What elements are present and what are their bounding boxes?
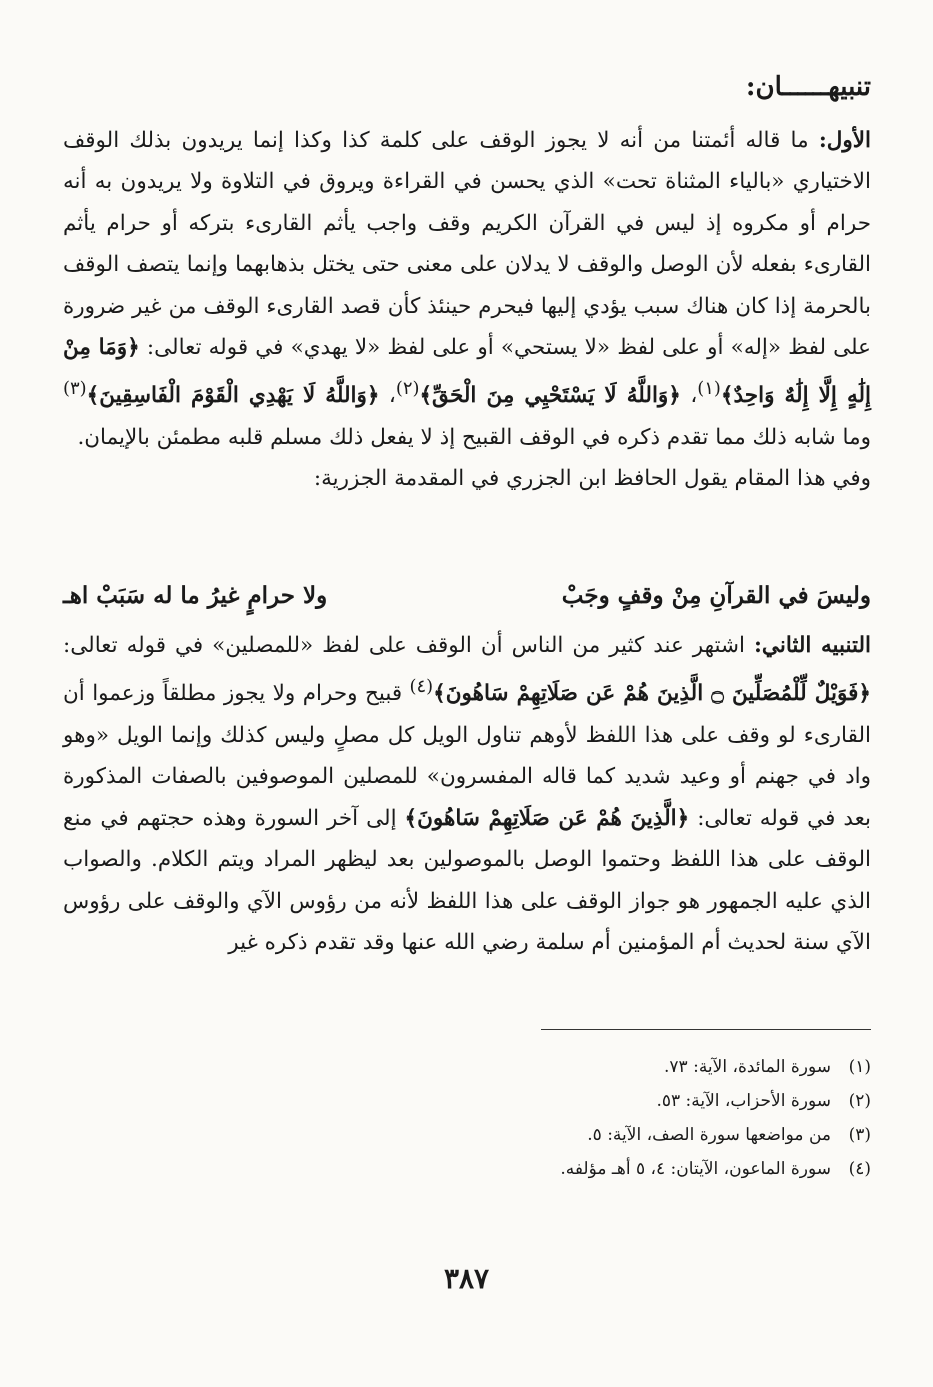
footnote-ref: (١) bbox=[697, 378, 721, 400]
paragraph-second-note bbox=[63, 625, 871, 963]
footnote-text: سورة المائدة، الآية: ٧٣. bbox=[664, 1057, 831, 1077]
footnote-item bbox=[63, 1050, 871, 1084]
footnote-ref: (٢) bbox=[395, 378, 420, 400]
verse-quote: ﴿فَوَيْلٌ لِّلْمُصَلِّينَ ۝ الَّذِينَ هُمْ عَن صَلَاتِهِمْ سَاهُونَ﴾ bbox=[433, 681, 871, 707]
first-note-label: الأول: bbox=[818, 128, 871, 153]
page-number: ٣٨٧ bbox=[443, 1262, 490, 1295]
poem-hemistich-1: وليسَ في القرآنِ مِنْ وقفٍ وجَبْ bbox=[561, 582, 871, 609]
footnote-text: من مواضعها سورة الصف، الآية: ٥. bbox=[587, 1125, 831, 1145]
verse-quote: ﴿وَاللَّهُ لَا يَسْتَحْيِي مِنَ الْحَقِّ﴾ bbox=[419, 383, 681, 409]
second-note-text: اشتهر عند كثير من الناس أن الوقف على لفظ «للمصلين» في قوله تعالى: bbox=[63, 633, 754, 658]
footnote-text: سورة الماعون، الآيتان: ٤، ٥ أهـ مؤلفه. bbox=[560, 1159, 831, 1179]
second-note-text-2: قبيح وحرام ولا يجوز مطلقاً وزعموا أن القارىء لو وقف على هذا اللفظ لأوهم تناول الويل كل مصلٍ وليس كذلك وإنما الويل «وهو واد في جهنم أو وعيد شديد كما قاله المفسرون» للمصلين الموصوفين بالصفات المذكورة بعد في قوله تعالى: bbox=[63, 681, 871, 831]
main-text-block-1 bbox=[63, 120, 871, 500]
second-note-label: التنبيه الثاني: bbox=[753, 633, 871, 658]
footnote-number: (٢) bbox=[848, 1091, 871, 1111]
section-heading: تنبيهــــــان: bbox=[745, 72, 871, 102]
second-note-text-3: إلى آخر السورة وهذه حجتهم في منع الوقف على هذا اللفظ وحتموا الوصل بالموصولين بعد ليظهر المراد ويتم الكلام. والصواب الذي عليه الجمهور هو جواز الوقف على هذا اللفظ لأنه من رؤوس الآي والوقف على رؤوس الآي سنة لحديث أم المؤمنين أم سلمة رضي الله عنها وقد تقدم ذكره غير bbox=[63, 805, 871, 955]
poem-verse bbox=[63, 582, 871, 609]
first-note-text: ما قاله أئمتنا من أنه لا يجوز الوقف على كلمة كذا وكذا إنما يريدون بذلك الوقف الاختياري «بالياء المثناة تحت» الذي يحسن في القراءة ويروق في التلاوة ولا يريدون به أنه حرام أو مكروه إذ ليس في القرآن الكريم وقف واجب يأثم القارىء بتركه أو حرام يأثم القارىء بفعله لأن الوصل والوقف لا يدلان على معنى حتى يختل بذهابهما وإنما يتصف الوقف بالحرمة إذا كان هناك سبب يؤدي إليها فيحرم حينئذ كأن قصد القارىء الوقف من غير ضرورة على لفظ «إله» أو على لفظ «لا يستحي» أو على لفظ «لا يهدي» في قوله تعالى: bbox=[63, 128, 872, 361]
footnote-divider bbox=[541, 1029, 871, 1030]
separator: ، bbox=[379, 383, 396, 409]
footnote-item bbox=[63, 1118, 871, 1152]
paragraph-first-note bbox=[63, 120, 871, 458]
footnote-number: (٣) bbox=[848, 1125, 871, 1145]
poem-hemistich-2: ولا حرامٍ غيرُ ما له سَبَبْ اهـ bbox=[63, 582, 328, 609]
footnote-ref: (٤) bbox=[409, 676, 434, 698]
first-note-tail: وما شابه ذلك مما تقدم ذكره في الوقف القبيح إذ لا يفعل ذلك مسلم قلبه مطمئن بالإيمان. bbox=[77, 425, 871, 450]
footnote-ref: (٣) bbox=[63, 378, 87, 400]
separator: ، bbox=[680, 383, 698, 409]
footnote-number: (٤) bbox=[848, 1159, 871, 1179]
paragraph-jazari-intro: وفي هذا المقام يقول الحافظ ابن الجزري في المقدمة الجزرية: bbox=[313, 466, 871, 492]
verse-quote: ﴿الَّذِينَ هُمْ عَن صَلَاتِهِمْ سَاهُونَ﴾ bbox=[404, 805, 690, 831]
main-text-block-2 bbox=[63, 625, 871, 963]
footnote-number: (١) bbox=[848, 1057, 871, 1077]
footnote-item bbox=[63, 1084, 871, 1118]
footnote-item bbox=[63, 1152, 871, 1186]
footnote-text: سورة الأحزاب، الآية: ٥٣. bbox=[656, 1091, 831, 1111]
footnotes bbox=[63, 1050, 871, 1186]
verse-quote: ﴿وَمَا مِنْ إِلَٰهٍ إِلَّا إِلَٰهٌ وَاحِدٌ﴾ bbox=[63, 335, 872, 409]
verse-quote: ﴿وَاللَّهُ لَا يَهْدِي الْقَوْمَ الْفَاسِقِينَ﴾ bbox=[86, 383, 380, 409]
